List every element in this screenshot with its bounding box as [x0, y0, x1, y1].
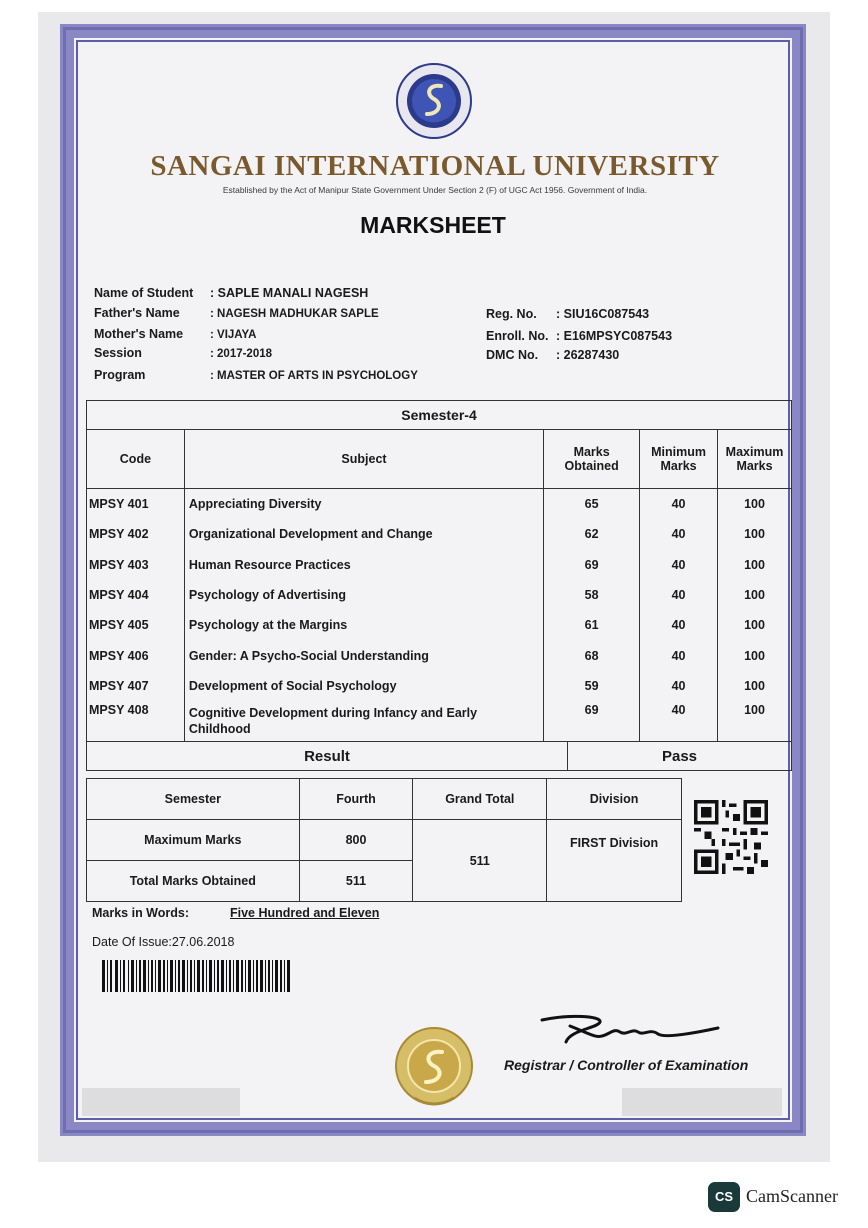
- row-code: MPSY 408: [87, 701, 185, 741]
- row-min: 40: [640, 671, 718, 701]
- row-obtained: 69: [544, 550, 640, 580]
- header-minimum-line1: Minimum: [651, 445, 706, 459]
- mother-name-row: [94, 327, 256, 341]
- marks-in-words-value: Five Hundred and Eleven: [230, 906, 380, 920]
- enroll-no-row: [486, 329, 672, 343]
- summary-grand-total-label: Grand Total: [413, 779, 547, 820]
- row-min: 40: [640, 580, 718, 610]
- summary-max-marks-label: Maximum Marks: [87, 820, 300, 861]
- row-min: 40: [640, 519, 718, 549]
- row-min: 40: [640, 550, 718, 580]
- student-name-value: : SAPLE MANALI NAGESH: [210, 286, 369, 300]
- header-maximum-line1: Maximum: [725, 445, 784, 459]
- header-marks-obtained-line1: Marks: [573, 445, 610, 459]
- university-establishment-note: Established by the Act of Manipur State Government Under Section 2 (F) of UGC Act 1956. Government of India.: [222, 185, 648, 195]
- row-subject: Psychology of Advertising: [184, 580, 543, 610]
- row-obtained: 58: [544, 580, 640, 610]
- redacted-area-right: [622, 1088, 782, 1116]
- row-max: 100: [718, 671, 792, 701]
- row-subject: Human Resource Practices: [184, 550, 543, 580]
- row-subject: Development of Social Psychology: [184, 671, 543, 701]
- student-name-row: [94, 286, 368, 300]
- row-min: 40: [640, 489, 718, 520]
- summary-semester-label: Semester: [87, 779, 300, 820]
- enroll-no-value: : E16MPSYC087543: [556, 329, 673, 343]
- row-subject: Psychology at the Margins: [184, 610, 543, 640]
- row-max: 100: [718, 580, 792, 610]
- reg-no-value: : SIU16C087543: [556, 307, 650, 321]
- result-value: Pass: [568, 742, 792, 771]
- row-max: 100: [718, 701, 792, 741]
- registrar-title: Registrar / Controller of Examination: [504, 1057, 749, 1073]
- row-code: MPSY 403: [87, 550, 185, 580]
- mother-name-label: Mother's Name: [94, 327, 184, 341]
- row-obtained: 62: [544, 519, 640, 549]
- row-max: 100: [718, 610, 792, 640]
- enroll-no-label: Enroll. No.: [486, 329, 549, 343]
- summary-semester-value: Fourth: [299, 779, 413, 820]
- program-row: [94, 368, 418, 382]
- row-min: 40: [640, 640, 718, 670]
- program-value: : MASTER OF ARTS IN PSYCHOLOGY: [210, 370, 418, 382]
- row-max: 100: [718, 550, 792, 580]
- table-header-row: [87, 430, 792, 489]
- marks-in-words-label: Marks in Words:: [92, 906, 190, 920]
- student-name-label: Name of Student: [94, 286, 194, 300]
- row-subject: Organizational Development and Change: [184, 519, 543, 549]
- father-name-label: Father's Name: [94, 306, 180, 320]
- row-max: 100: [718, 519, 792, 549]
- father-name-row: [94, 306, 379, 320]
- barcode-icon: [102, 960, 290, 992]
- summary-division-value: FIRST Division: [547, 820, 682, 902]
- summary-table: [86, 778, 682, 902]
- dmc-no-label: DMC No.: [486, 348, 539, 362]
- mother-name-value: : VIJAYA: [210, 329, 257, 341]
- result-label: Result: [87, 742, 568, 771]
- table-row: [87, 580, 792, 610]
- summary-grand-total-value: 511: [413, 820, 547, 902]
- header-subject: Subject: [184, 430, 543, 489]
- marks-table-container: [86, 400, 792, 771]
- row-code: MPSY 402: [87, 519, 185, 549]
- row-code: MPSY 407: [87, 671, 185, 701]
- university-name: SANGAI INTERNATIONAL UNIVERSITY: [150, 150, 720, 182]
- reg-no-label: Reg. No.: [486, 307, 537, 321]
- header-minimum-line2: Marks: [660, 459, 697, 473]
- result-table: [86, 741, 792, 771]
- row-obtained: 68: [544, 640, 640, 670]
- redacted-area-left: [82, 1088, 240, 1116]
- table-row: [87, 701, 792, 741]
- camscanner-logo-icon: CS: [708, 1182, 740, 1212]
- qr-code-icon: [694, 800, 768, 874]
- row-code: MPSY 405: [87, 610, 185, 640]
- session-label: Session: [94, 346, 142, 360]
- row-code: MPSY 404: [87, 580, 185, 610]
- row-max: 100: [718, 489, 792, 520]
- header-maximum-line2: Marks: [736, 459, 773, 473]
- header-maximum-marks: [718, 430, 792, 489]
- session-row: [94, 346, 272, 360]
- row-code: MPSY 406: [87, 640, 185, 670]
- dmc-no-value: : 26287430: [556, 348, 620, 362]
- table-row: [87, 550, 792, 580]
- row-min: 40: [640, 701, 718, 741]
- page-title: MARKSHEET: [360, 212, 506, 238]
- summary-division-label: Division: [547, 779, 682, 820]
- table-row: [87, 489, 792, 520]
- table-row: [87, 519, 792, 549]
- header-minimum-marks: [640, 430, 718, 489]
- row-obtained: 65: [544, 489, 640, 520]
- row-obtained: 61: [544, 610, 640, 640]
- row-obtained: 59: [544, 671, 640, 701]
- university-logo-icon: [395, 62, 473, 140]
- date-of-issue: Date Of Issue:27.06.2018: [92, 935, 235, 949]
- header-marks-obtained: [544, 430, 640, 489]
- summary-total-obtained-label: Total Marks Obtained: [87, 861, 300, 902]
- table-row: [87, 610, 792, 640]
- gold-seal-icon: [392, 1024, 476, 1112]
- marks-table: [86, 400, 792, 741]
- table-row: [87, 640, 792, 670]
- header-marks-obtained-line2: Obtained: [564, 459, 619, 473]
- row-max: 100: [718, 640, 792, 670]
- reg-no-row: [486, 307, 649, 321]
- summary-total-obtained-value: 511: [299, 861, 413, 902]
- camscanner-label: CamScanner: [746, 1186, 838, 1206]
- row-subject: Gender: A Psycho-Social Understanding: [184, 640, 543, 670]
- row-code: MPSY 401: [87, 489, 185, 520]
- table-row: [87, 671, 792, 701]
- signature-icon: [540, 1012, 720, 1048]
- summary-max-marks-value: 800: [299, 820, 413, 861]
- row-min: 40: [640, 610, 718, 640]
- row-subject: Cognitive Development during Infancy and Early Childhood: [184, 701, 543, 741]
- semester-heading: Semester-4: [87, 401, 792, 430]
- row-subject: Appreciating Diversity: [184, 489, 543, 520]
- father-name-value: : NAGESH MADHUKAR SAPLE: [210, 308, 379, 320]
- program-label: Program: [94, 368, 146, 382]
- row-obtained: 69: [544, 701, 640, 741]
- dmc-no-row: [486, 348, 619, 362]
- session-value: : 2017-2018: [210, 348, 273, 360]
- header-code: Code: [87, 430, 185, 489]
- summary-table-container: [86, 778, 682, 902]
- result-row: [87, 742, 792, 771]
